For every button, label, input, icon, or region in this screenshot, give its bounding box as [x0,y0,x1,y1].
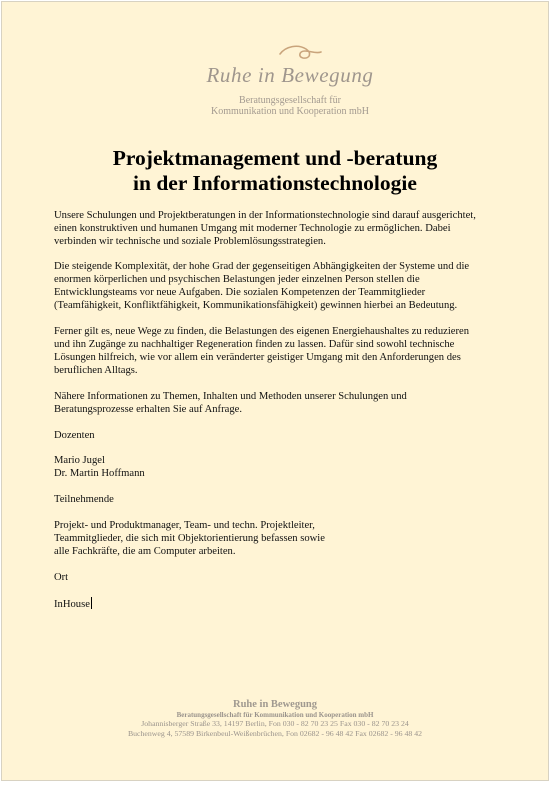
instructor-name: Mario Jugel [54,455,105,466]
location-value: InHouse [54,599,90,610]
paragraph-line: Ferner gilt es, neue Wege zu finden, die Belastungen des eigenen Energiehaushaltes zu reduzieren [54,326,469,337]
location-line [54,597,504,611]
section-heading-ort: Ort [54,572,69,583]
paragraph-line: Teammitglieder, die sich mit Objektorientierung befassen sowie [54,533,325,544]
instructor-name: Dr. Martin Hoffmann [54,468,145,479]
paragraph-line: (Teamfähigkeit, Konfliktfähigkeit, Kommunikationsfähigkeit) gewinnen hierbei an Bedeutung. [54,300,458,311]
paragraph-line: enormen körperlichen und psychischen Belastungen jeder einzelnen Person stellen die [54,274,420,285]
section-heading-teilnehmende: Teilnehmende [54,494,114,505]
footer-address-berlin: Johannisberger Straße 33, 14197 Berlin, Fon 030 - 82 70 23 25 Fax 030 - 82 70 23 24 [141,719,409,728]
paragraph-line: einen konstruktiven und humanen Umgang mit moderner Technologie zu ermöglichen. Dabei [54,223,451,234]
paragraph-line: Projekt- und Produktmanager, Team- und techn. Projektleiter, [54,520,315,531]
document-title-line-2: in der Informationstechnologie [133,171,417,195]
paragraph-line: beruflichen Alltags. [54,365,138,376]
letterhead-subtitle-line-2: Kommunikation und Kooperation mbH [210,106,370,117]
text-cursor [91,597,92,609]
paragraph-line: Die steigende Komplexität, der hohe Grad der gegenseitigen Abhängigkeiten der Systeme und die [54,261,470,272]
document-title-line-1: Projektmanagement und -beratung [112,146,438,170]
paragraph-line: und ihn Zugänge zu nachhaltiger Regeneration finden zu lassen. Dafür sind sowohl technische [54,339,455,350]
footer-company: Beratungsgesellschaft für Kommunikation und Kooperation mbH [176,711,374,719]
letterhead-subtitle-line-1: Beratungsgesellschaft für [239,95,341,106]
paragraph-line: alle Fachkräfte, die am Computer arbeiten. [54,546,236,557]
paragraph-line: Lösungen hilfreich, wie vor allem ein veränderter geistiger Umgang mit den Anforderungen des [54,352,461,363]
letterhead-name: Ruhe in Bewegung [206,63,374,87]
footer-name: Ruhe in Bewegung [232,699,317,710]
paragraph-line: Unsere Schulungen und Projektberatungen in der Informationstechnologie sind darauf ausgerichtet, [54,210,476,221]
footer-address-birkenbeul: Buchenweg 4, 57589 Birkenbeul-Weißenbrüchen, Fon 02682 - 96 48 42 Fax 02682 - 96 48 42 [127,729,423,738]
swirl-logo-icon [276,42,324,62]
paragraph-line: Entwicklungsteams vor neue Aufgaben. Die sozialen Kompetenzen der Teammitglieder [54,287,426,298]
paragraph-line: verbinden wir technische und soziale Problemlösungsstrategien. [54,236,326,247]
document-page[interactable] [1,1,549,781]
section-heading-dozenten: Dozenten [54,430,95,441]
paragraph-line: Beratungsprozesse erhalten Sie auf Anfrage. [54,404,242,415]
paragraph-line: Nähere Informationen zu Themen, Inhalten und Methoden unserer Schulungen und [54,391,407,402]
